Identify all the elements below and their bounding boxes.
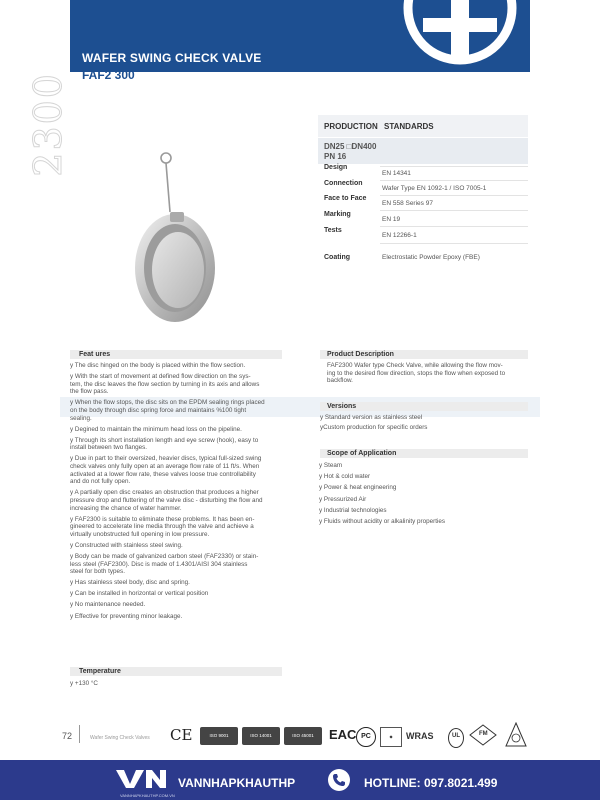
versions-heading: Versions bbox=[327, 402, 357, 410]
spec-label-design: Design bbox=[324, 164, 348, 171]
brand-url: VANNHAPKHAUTHP.COM.VN bbox=[120, 793, 175, 798]
divider bbox=[79, 725, 80, 743]
brand-footer bbox=[0, 760, 600, 800]
list-item: yCustom production for specific orders bbox=[320, 423, 428, 431]
temperature-heading: Temperature bbox=[79, 667, 121, 675]
divider bbox=[380, 210, 528, 211]
ul-mark-icon: UL bbox=[448, 728, 464, 748]
divider bbox=[380, 195, 528, 196]
fm-label: FM bbox=[479, 731, 488, 737]
wras-mark-icon: WRAS bbox=[406, 731, 434, 741]
features-heading-bar bbox=[70, 350, 282, 359]
spec-size-row bbox=[318, 138, 528, 164]
versions-list bbox=[320, 414, 530, 435]
ce-mark-icon: CE bbox=[170, 726, 193, 744]
iso-45001-icon: ISO 45001 bbox=[284, 727, 322, 745]
divider bbox=[380, 226, 528, 227]
list-item: y Degined to maintain the minimum head loss on the pipeline. bbox=[70, 425, 242, 433]
features-list bbox=[70, 362, 292, 624]
pc-mark-icon: PC bbox=[356, 727, 376, 747]
scope-heading-bar bbox=[320, 449, 528, 458]
spec-value-design: EN 14341 bbox=[382, 170, 411, 177]
hotline-number[interactable]: HOTLINE: 097.8021.499 bbox=[364, 776, 498, 790]
spec-value-tests: EN 12266-1 bbox=[382, 232, 417, 239]
list-item: y Due in part to their oversized, heavier discs, typical full-sized swing check valves only fully open at an average flow rate of 11 ft/s. When activated at a lower flow rate, these valves loose true controllability and do not fully open. bbox=[70, 455, 262, 486]
scope-heading: Scope of Application bbox=[327, 449, 397, 457]
temperature-heading-bar bbox=[70, 667, 282, 676]
list-item: y Through its short installation length and eye screw (hook), easy to install between two flanges. bbox=[70, 436, 259, 452]
page-title: WAFER SWING CHECK VALVE bbox=[82, 51, 262, 65]
spec-value-marking: EN 19 bbox=[382, 216, 401, 223]
page-number: 72 bbox=[62, 731, 73, 741]
spec-label-face: Face to Face bbox=[324, 195, 367, 202]
list-item: y Effective for preventing minor leakage. bbox=[70, 612, 183, 620]
description-heading-bar bbox=[320, 350, 528, 359]
spec-col-production: PRODUCTION bbox=[324, 122, 378, 131]
company-logo-icon bbox=[395, 0, 525, 72]
list-item: y The disc hinged on the body is placed within the flow section. bbox=[70, 362, 246, 369]
vertical-model-number: 2300 bbox=[26, 72, 70, 177]
phone-icon[interactable] bbox=[327, 768, 351, 792]
scope-list bbox=[319, 462, 531, 526]
spec-table-header bbox=[318, 115, 528, 137]
approval-badge-icon: ◆ bbox=[380, 727, 402, 747]
spec-label-coating: Coating bbox=[324, 254, 351, 261]
spec-value-face: EN 558 Series 97 bbox=[382, 200, 433, 207]
list-item: y When the flow stops, the disc sits on the EPDM sealing rings placed on the body through disc spring force and maintains %100 tight sealing. bbox=[70, 399, 265, 422]
features-heading: Feat ures bbox=[79, 350, 111, 358]
list-item: y Has stainless steel body, disc and spring. bbox=[70, 579, 190, 587]
divider bbox=[380, 166, 528, 167]
certification-seal-icon bbox=[505, 722, 527, 748]
page-caption: Wafer Swing Check Valves bbox=[90, 735, 150, 741]
list-item: y Standard version as stainless steel bbox=[320, 414, 423, 421]
spec-value-coating: Electrostatic Powder Epoxy (FBE) bbox=[382, 254, 480, 261]
list-item: y Can be installed in horizontal or vertical position bbox=[70, 590, 209, 598]
list-item: y Fluids without acidity or alkalinity properties bbox=[319, 517, 445, 525]
list-item: y With the start of movement at defined flow direction on the sys- tem, the disc leaves the flow section by turning in its axis and allows the flow pass. bbox=[70, 373, 260, 396]
divider bbox=[380, 243, 528, 244]
spec-value-connection: Wafer Type EN 1092-1 / ISO 7005-1 bbox=[382, 185, 487, 192]
divider bbox=[380, 180, 528, 181]
list-item: y Hot & cold water bbox=[319, 473, 371, 481]
iso-9001-icon: ISO 9001 bbox=[200, 727, 238, 745]
spec-label-connection: Connection bbox=[324, 180, 363, 187]
temperature-value: y +130 °C bbox=[70, 680, 98, 687]
spec-pn: PN 16 bbox=[324, 152, 347, 161]
valve-product-image bbox=[130, 150, 250, 330]
brand-name: VANNHAPKHAUTHP bbox=[178, 776, 296, 790]
list-item: y Industrial technologies bbox=[319, 506, 387, 514]
spec-label-marking: Marking bbox=[324, 211, 351, 218]
list-item: y Steam bbox=[319, 462, 343, 469]
list-item: y No maintenance needed. bbox=[70, 601, 146, 609]
description-text: FAF2300 Wafer type Check Valve, while allowing the flow mov- ing to the desired flow direction, stops the flow when exposed to backflow. bbox=[327, 362, 506, 385]
description-heading: Product Description bbox=[327, 350, 394, 358]
list-item: y FAF2300 is suitable to eliminate these problems. It has been en- gineered to accelerate line media through the valve and achieve a virtually unobstructed full opening in low pressure. bbox=[70, 515, 255, 538]
list-item: y Constructed with stainless steel swing. bbox=[70, 541, 183, 549]
spec-col-standards: STANDARDS bbox=[384, 122, 434, 131]
list-item: y A partially open disc creates an obstruction that produces a higher pressure drop and fluttering of the valve disc - disturbing the flow and increasing the chance of water hammer. bbox=[70, 489, 263, 512]
vnk-logo-icon bbox=[116, 768, 172, 790]
spec-dn-range: DN25 □DN400 bbox=[324, 142, 377, 151]
iso-14001-icon: ISO 14001 bbox=[242, 727, 280, 745]
model-code: FAF2 300 bbox=[82, 68, 135, 82]
eac-mark-icon: EAC bbox=[329, 727, 357, 742]
list-item: y Body can be made of galvanized carbon steel (FAF2330) or stain- less steel (FAF2300). Disc is made of 1.4301/AISI 304 stainless steel for both types. bbox=[70, 552, 259, 576]
spec-label-tests: Tests bbox=[324, 227, 342, 234]
list-item: y Power & heat engineering bbox=[319, 484, 397, 492]
list-item: y Pressurized Air bbox=[319, 495, 367, 503]
versions-heading-bar bbox=[320, 402, 528, 411]
